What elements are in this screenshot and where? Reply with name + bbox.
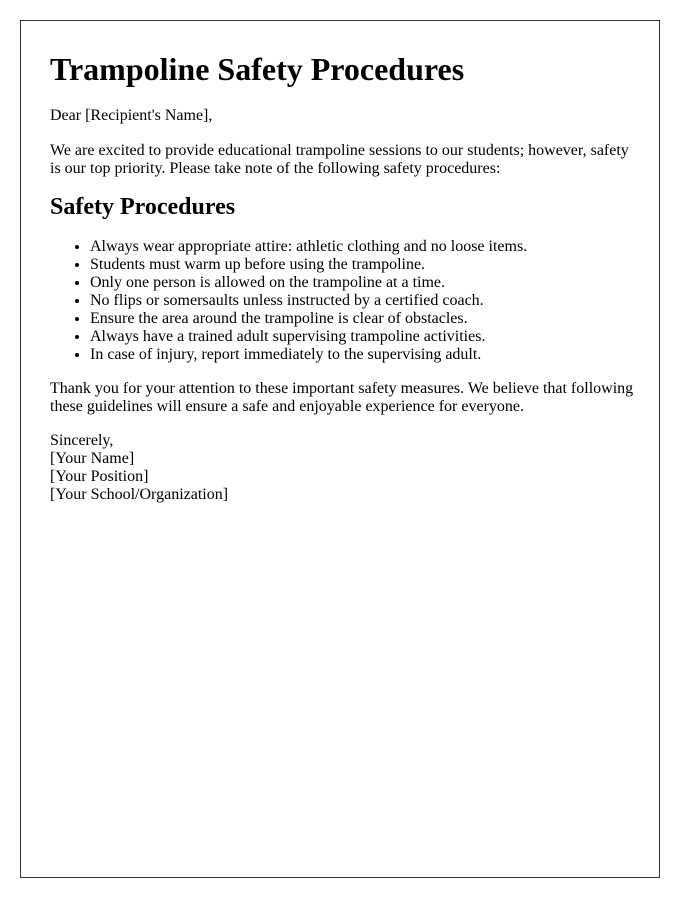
closing-paragraph: Thank you for your attention to these important safety measures. We believe that following these guidelines will ensure a safe and enjoyable experience for everyone.	[50, 380, 634, 415]
signer-position: [Your Position]	[50, 468, 149, 485]
greeting: Dear [Recipient's Name],	[50, 107, 213, 124]
letter-page	[20, 20, 660, 878]
list-item: • In case of injury, report immediately to the supervising adult.	[90, 346, 640, 364]
intro-paragraph: We are excited to provide educational trampoline sessions to our students; however, safety is our top priority. Please take note of the following safety procedures:	[50, 142, 629, 177]
procedures-list	[50, 238, 640, 364]
list-item: • Always have a trained adult supervising trampoline activities.	[90, 328, 640, 346]
section-title: Safety Procedures	[50, 194, 236, 220]
list-item: • No flips or somersaults unless instructed by a certified coach.	[90, 292, 640, 310]
list-item: • Ensure the area around the trampoline is clear of obstacles.	[90, 310, 640, 328]
list-item: • Students must warm up before using the trampoline.	[90, 256, 640, 274]
signer-name: [Your Name]	[50, 450, 135, 467]
letter-content	[50, 50, 640, 504]
sign-off: Sincerely,	[50, 432, 114, 449]
list-item: • Only one person is allowed on the trampoline at a time.	[90, 274, 640, 292]
page-title: Trampoline Safety Procedures	[50, 51, 465, 87]
signature-block	[50, 432, 640, 504]
list-item: • Always wear appropriate attire: athletic clothing and no loose items.	[90, 238, 640, 256]
signer-organization: [Your School/Organization]	[50, 486, 229, 503]
